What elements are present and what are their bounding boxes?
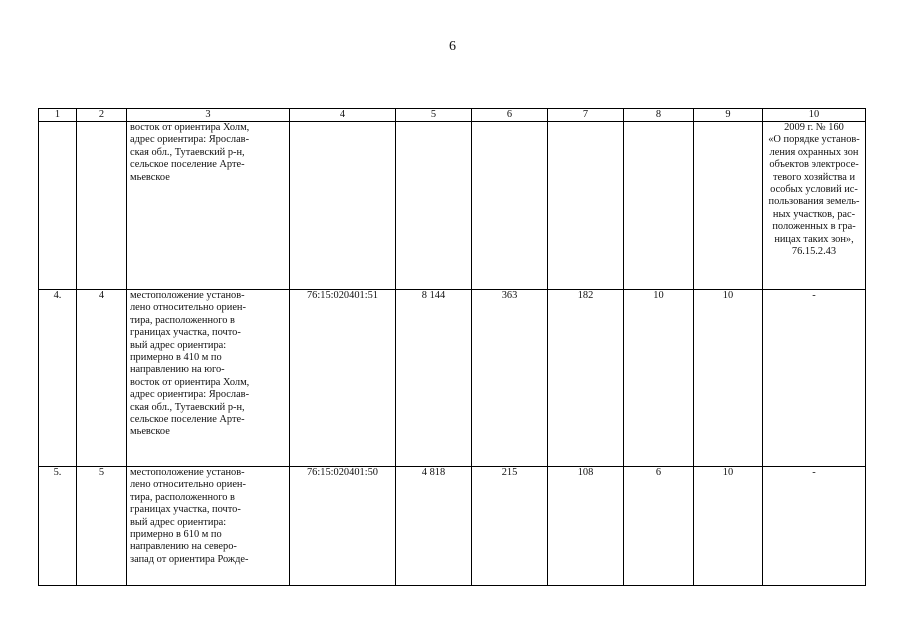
text-line: направлению на северо- [130, 541, 237, 553]
plot-number-cell: 4 [77, 290, 127, 467]
value-cell: 182 [548, 290, 624, 467]
text-line: местоположение установ- [130, 290, 245, 301]
table-row [39, 122, 866, 290]
text-line: ления охранных зон [769, 146, 859, 158]
text-line: «О порядке установ- [768, 134, 860, 146]
notes-cell [763, 467, 866, 586]
value-cell: 10 [624, 290, 694, 467]
column-header: 8 [624, 109, 694, 122]
text-line: границах участка, почто- [130, 504, 241, 516]
column-header: 3 [127, 109, 290, 122]
row-number-cell [39, 122, 77, 290]
value-cell: 6 [624, 467, 694, 586]
value-cell [472, 122, 548, 290]
text-line: вый адрес ориентира: [130, 339, 227, 351]
text-line: тира, расположенного в [130, 314, 235, 326]
column-header: 7 [548, 109, 624, 122]
text-line: лено относительно ориен- [130, 479, 246, 491]
column-header: 4 [290, 109, 396, 122]
row-number-cell: 5. [39, 467, 77, 586]
text-line: местоположение установ- [130, 467, 245, 478]
value-cell: 10 [694, 467, 763, 586]
location-cell [127, 122, 290, 290]
text-line: - [812, 467, 816, 478]
text-line: примерно в 610 м по [130, 529, 222, 541]
table-header-row [39, 109, 866, 122]
cadastral-number-cell [290, 122, 396, 290]
text-line: - [812, 290, 816, 301]
value-cell: 215 [472, 467, 548, 586]
text-line: объектов электросе- [769, 159, 859, 171]
cadastral-number-cell: 76:15:020401:50 [290, 467, 396, 586]
value-cell: 108 [548, 467, 624, 586]
value-cell: 363 [472, 290, 548, 467]
column-header: 2 [77, 109, 127, 122]
table-row [39, 290, 866, 467]
text-line: тевого хозяйства и [772, 171, 856, 183]
text-line: запад от ориентира Рожде- [130, 553, 249, 565]
row-number-cell: 4. [39, 290, 77, 467]
notes-cell [763, 122, 866, 290]
area-cell [396, 122, 472, 290]
text-line: границах участка, почто- [130, 327, 241, 339]
plot-number-cell: 5 [77, 467, 127, 586]
text-line: сельское поселение Арте- [130, 159, 245, 171]
text-line: 76.15.2.43 [791, 246, 837, 258]
text-line: примерно в 410 м по [130, 352, 222, 364]
value-cell [548, 122, 624, 290]
text-line: особых условий ис- [770, 184, 858, 196]
text-line: восток от ориентира Холм, [130, 376, 250, 388]
cadastral-number-cell: 76:15:020401:51 [290, 290, 396, 467]
location-cell [127, 467, 290, 586]
text-line: пользования земель- [768, 196, 860, 208]
text-line: направлению на юго- [130, 364, 225, 376]
text-line: адрес ориентира: Ярослав- [130, 134, 250, 146]
area-cell: 8 144 [396, 290, 472, 467]
text-line: сельское поселение Арте- [130, 414, 245, 426]
column-header: 9 [694, 109, 763, 122]
value-cell [694, 122, 763, 290]
text-line: восток от ориентира Холм, [130, 122, 250, 133]
value-cell: 10 [694, 290, 763, 467]
text-line: адрес ориентира: Ярослав- [130, 389, 250, 401]
text-line: 2009 г. № 160 [784, 122, 844, 133]
notes-cell [763, 290, 866, 467]
area-cell: 4 818 [396, 467, 472, 586]
text-line: ницах таких зон», [774, 233, 854, 245]
text-line: лено относительно ориен- [130, 302, 246, 314]
text-line: ных участков, рас- [772, 208, 856, 220]
plot-number-cell [77, 122, 127, 290]
text-line: мьевское [130, 171, 170, 183]
text-line: ская обл., Тутаевский р-н, [130, 401, 245, 413]
text-line: мьевское [130, 426, 170, 438]
text-line: положенных в гра- [772, 221, 856, 233]
column-header: 10 [763, 109, 866, 122]
land-plots-table [38, 108, 866, 586]
value-cell [624, 122, 694, 290]
column-header: 6 [472, 109, 548, 122]
text-line: ская обл., Тутаевский р-н, [130, 146, 245, 158]
table-row [39, 467, 866, 586]
column-header: 5 [396, 109, 472, 122]
column-header: 1 [39, 109, 77, 122]
text-line: тира, расположенного в [130, 491, 235, 503]
page-number: 6 [449, 39, 456, 54]
text-line: вый адрес ориентира: [130, 516, 227, 528]
location-cell [127, 290, 290, 467]
